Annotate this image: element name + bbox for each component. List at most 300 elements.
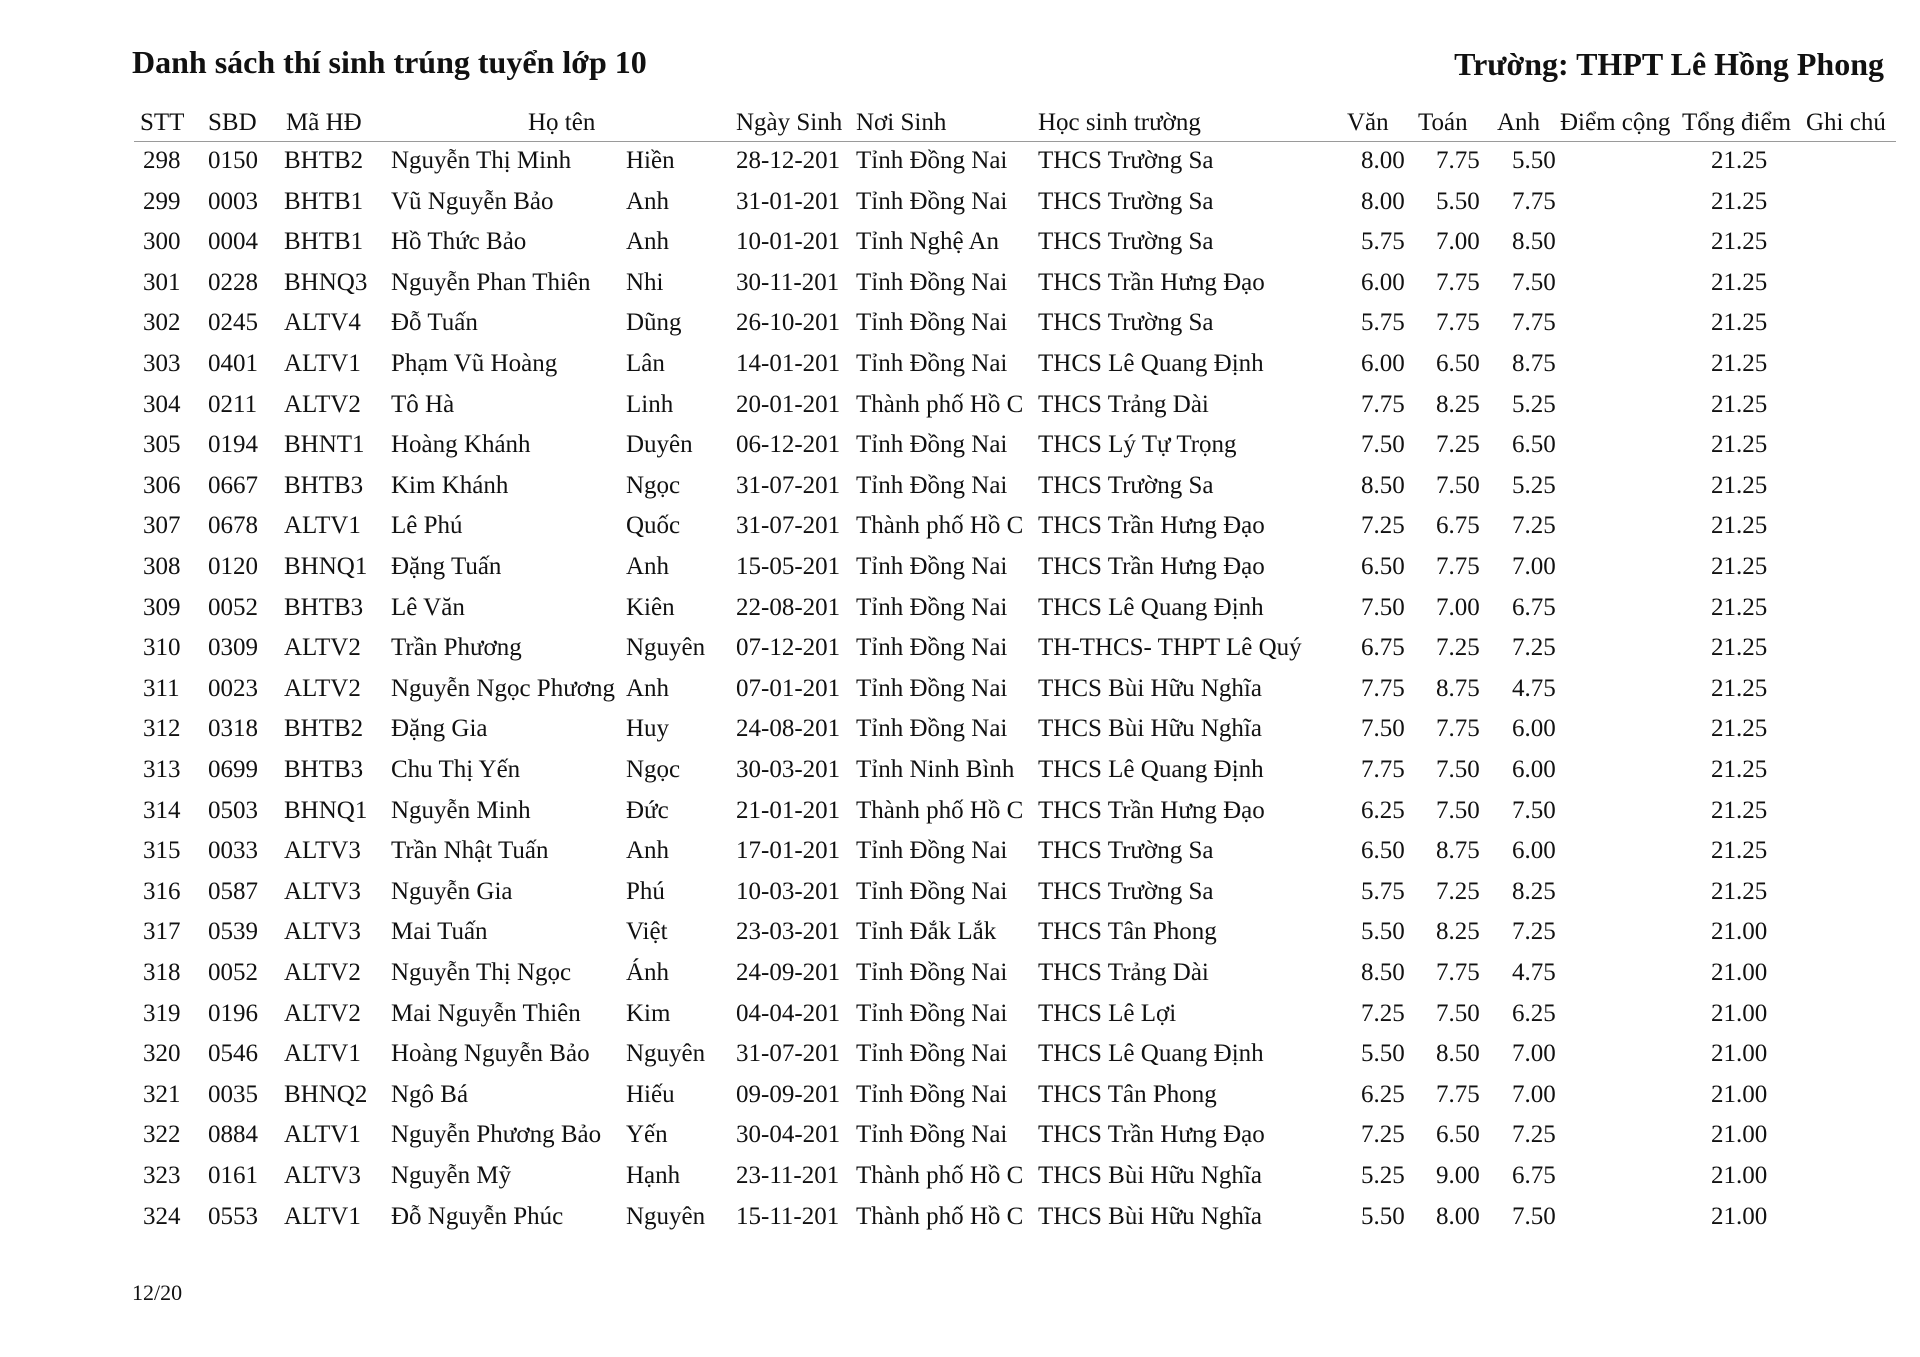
cell-anh: 6.25: [1512, 1000, 1556, 1027]
cell-ten: Nguyên: [626, 1203, 706, 1230]
cell-stt: 313: [143, 756, 181, 783]
cell-anh: 7.75: [1512, 188, 1556, 215]
cell-mahd: BHNQ1: [284, 553, 368, 580]
table-row: [0, 1202, 1920, 1243]
cell-van: 7.50: [1361, 594, 1405, 621]
table-row: [0, 227, 1920, 268]
cell-ngaysinh: 31-07-201: [736, 1040, 841, 1067]
cell-noisinh: Tỉnh Đồng Nai: [856, 837, 1008, 864]
cell-van: 7.75: [1361, 756, 1405, 783]
cell-sbd: 0120: [208, 553, 258, 580]
cell-tong: 21.00: [1711, 1162, 1768, 1189]
cell-van: 8.00: [1361, 147, 1405, 174]
cell-stt: 299: [143, 188, 181, 215]
cell-anh: 6.75: [1512, 594, 1556, 621]
cell-mahd: ALTV2: [284, 391, 361, 418]
cell-stt: 324: [143, 1203, 181, 1230]
cell-truong: THCS Lê Quang Định: [1038, 350, 1264, 377]
cell-noisinh: Tỉnh Đồng Nai: [856, 634, 1008, 661]
header-divider: [134, 141, 1896, 142]
cell-toan: 7.50: [1436, 472, 1480, 499]
cell-mahd: BHTB3: [284, 756, 364, 783]
cell-stt: 305: [143, 431, 181, 458]
cell-stt: 303: [143, 350, 181, 377]
cell-sbd: 0318: [208, 715, 258, 742]
col-ghichu: Ghi chú: [1806, 109, 1886, 136]
cell-truong: THCS Trần Hưng Đạo: [1038, 512, 1265, 539]
cell-ngaysinh: 21-01-201: [736, 797, 841, 824]
cell-ten: Anh: [626, 675, 670, 702]
cell-noisinh: Tỉnh Đồng Nai: [856, 715, 1008, 742]
cell-toan: 6.75: [1436, 512, 1480, 539]
cell-mahd: BHTB2: [284, 715, 364, 742]
col-toan: Toán: [1418, 109, 1468, 136]
cell-noisinh: Tỉnh Đồng Nai: [856, 309, 1008, 336]
cell-ho: Nguyễn Thị Minh: [391, 147, 572, 174]
cell-tong: 21.25: [1711, 837, 1768, 864]
cell-ho: Mai Tuấn: [391, 918, 488, 945]
cell-mahd: BHTB3: [284, 472, 364, 499]
cell-sbd: 0245: [208, 309, 258, 336]
cell-ten: Anh: [626, 837, 670, 864]
cell-sbd: 0035: [208, 1081, 258, 1108]
cell-tong: 21.25: [1711, 309, 1768, 336]
cell-van: 5.50: [1361, 1203, 1405, 1230]
cell-ho: Nguyễn Phương Bảo: [391, 1121, 602, 1148]
cell-ten: Nguyên: [626, 634, 706, 661]
cell-stt: 319: [143, 1000, 181, 1027]
cell-toan: 7.25: [1436, 431, 1480, 458]
cell-stt: 308: [143, 553, 181, 580]
cell-noisinh: Thành phố Hồ C: [856, 391, 1024, 418]
cell-ngaysinh: 31-01-201: [736, 188, 841, 215]
cell-ngaysinh: 20-01-201: [736, 391, 841, 418]
table-row: [0, 511, 1920, 552]
cell-toan: 7.75: [1436, 147, 1480, 174]
cell-mahd: ALTV3: [284, 878, 361, 905]
cell-toan: 7.75: [1436, 269, 1480, 296]
cell-tong: 21.25: [1711, 228, 1768, 255]
cell-sbd: 0503: [208, 797, 258, 824]
cell-toan: 8.00: [1436, 1203, 1480, 1230]
cell-van: 6.00: [1361, 350, 1405, 377]
cell-truong: THCS Trần Hưng Đạo: [1038, 553, 1265, 580]
cell-ngaysinh: 04-04-201: [736, 1000, 841, 1027]
cell-van: 6.75: [1361, 634, 1405, 661]
table-row: [0, 999, 1920, 1040]
cell-toan: 5.50: [1436, 188, 1480, 215]
cell-toan: 7.50: [1436, 1000, 1480, 1027]
cell-ten: Hiếu: [626, 1081, 675, 1108]
cell-sbd: 0678: [208, 512, 258, 539]
table-row: [0, 633, 1920, 674]
cell-anh: 7.25: [1512, 512, 1556, 539]
cell-tong: 21.25: [1711, 269, 1768, 296]
cell-sbd: 0401: [208, 350, 258, 377]
cell-ngaysinh: 07-12-201: [736, 634, 841, 661]
cell-toan: 7.75: [1436, 553, 1480, 580]
cell-toan: 7.25: [1436, 878, 1480, 905]
cell-stt: 318: [143, 959, 181, 986]
cell-mahd: ALTV1: [284, 1040, 361, 1067]
cell-truong: THCS Trảng Dài: [1038, 391, 1209, 418]
cell-ngaysinh: 30-11-201: [736, 269, 840, 296]
cell-van: 6.50: [1361, 553, 1405, 580]
cell-anh: 6.00: [1512, 715, 1556, 742]
cell-tong: 21.00: [1711, 1081, 1768, 1108]
cell-toan: 7.00: [1436, 594, 1480, 621]
cell-mahd: BHNT1: [284, 431, 365, 458]
cell-ho: Mai Nguyễn Thiên: [391, 1000, 581, 1027]
cell-toan: 8.50: [1436, 1040, 1480, 1067]
cell-ngaysinh: 26-10-201: [736, 309, 841, 336]
cell-anh: 7.25: [1512, 1121, 1556, 1148]
page-number: 12/20: [132, 1280, 183, 1305]
cell-ngaysinh: 15-05-201: [736, 553, 841, 580]
cell-ngaysinh: 24-08-201: [736, 715, 841, 742]
cell-ngaysinh: 31-07-201: [736, 512, 841, 539]
cell-anh: 7.50: [1512, 797, 1556, 824]
cell-ngaysinh: 30-04-201: [736, 1121, 841, 1148]
cell-ngaysinh: 23-11-201: [736, 1162, 840, 1189]
cell-ho: Đỗ Nguyễn Phúc: [391, 1203, 564, 1230]
cell-truong: THCS Bùi Hữu Nghĩa: [1038, 715, 1262, 742]
cell-anh: 6.00: [1512, 837, 1556, 864]
table-row: [0, 268, 1920, 309]
cell-ngaysinh: 15-11-201: [736, 1203, 840, 1230]
cell-mahd: BHNQ2: [284, 1081, 368, 1108]
cell-noisinh: Tỉnh Đồng Nai: [856, 1081, 1008, 1108]
col-stt: STT: [140, 109, 185, 136]
cell-anh: 6.75: [1512, 1162, 1556, 1189]
cell-ten: Kim: [626, 1000, 671, 1027]
cell-sbd: 0228: [208, 269, 258, 296]
cell-stt: 301: [143, 269, 181, 296]
cell-noisinh: Tỉnh Đồng Nai: [856, 431, 1008, 458]
table-row: [0, 308, 1920, 349]
cell-stt: 298: [143, 147, 181, 174]
col-hoten: Họ tên: [528, 109, 596, 136]
cell-stt: 304: [143, 391, 181, 418]
cell-ten: Phú: [626, 878, 665, 905]
cell-sbd: 0539: [208, 918, 258, 945]
cell-noisinh: Tỉnh Đồng Nai: [856, 1121, 1008, 1148]
cell-van: 7.50: [1361, 715, 1405, 742]
cell-tong: 21.25: [1711, 797, 1768, 824]
cell-mahd: BHNQ3: [284, 269, 368, 296]
cell-toan: 7.75: [1436, 959, 1480, 986]
col-sbd: SBD: [208, 109, 257, 136]
cell-van: 5.25: [1361, 1162, 1405, 1189]
cell-ngaysinh: 23-03-201: [736, 918, 841, 945]
cell-mahd: ALTV3: [284, 837, 361, 864]
cell-tong: 21.25: [1711, 594, 1768, 621]
cell-mahd: ALTV1: [284, 1203, 361, 1230]
cell-ngaysinh: 31-07-201: [736, 472, 841, 499]
cell-noisinh: Tỉnh Đồng Nai: [856, 878, 1008, 905]
table-row: [0, 552, 1920, 593]
cell-sbd: 0553: [208, 1203, 258, 1230]
table-row: [0, 1120, 1920, 1161]
cell-noisinh: Thành phố Hồ C: [856, 797, 1024, 824]
cell-ngaysinh: 06-12-201: [736, 431, 841, 458]
cell-stt: 309: [143, 594, 181, 621]
cell-noisinh: Tỉnh Đồng Nai: [856, 350, 1008, 377]
cell-ten: Huy: [626, 715, 670, 742]
cell-noisinh: Tỉnh Đồng Nai: [856, 1040, 1008, 1067]
cell-toan: 8.75: [1436, 837, 1480, 864]
cell-noisinh: Tỉnh Đồng Nai: [856, 594, 1008, 621]
cell-mahd: BHTB2: [284, 147, 364, 174]
cell-mahd: ALTV3: [284, 1162, 361, 1189]
cell-tong: 21.25: [1711, 756, 1768, 783]
cell-truong: THCS Lê Lợi: [1038, 1000, 1177, 1027]
page-title: Danh sách thí sinh trúng tuyển lớp 10: [132, 44, 647, 80]
cell-ngaysinh: 24-09-201: [736, 959, 841, 986]
cell-ho: Đỗ Tuấn: [391, 309, 478, 336]
cell-noisinh: Tỉnh Đắk Lắk: [856, 918, 997, 945]
cell-van: 5.50: [1361, 918, 1405, 945]
cell-ten: Nguyên: [626, 1040, 706, 1067]
cell-anh: 7.50: [1512, 269, 1556, 296]
col-ngaysinh: Ngày Sinh: [736, 109, 843, 136]
cell-noisinh: Tỉnh Đồng Nai: [856, 472, 1008, 499]
cell-anh: 8.75: [1512, 350, 1556, 377]
cell-ngaysinh: 17-01-201: [736, 837, 841, 864]
cell-ten: Dũng: [626, 309, 682, 336]
cell-anh: 7.25: [1512, 918, 1556, 945]
cell-anh: 5.25: [1512, 391, 1556, 418]
cell-mahd: ALTV2: [284, 959, 361, 986]
cell-truong: THCS Trường Sa: [1038, 147, 1214, 174]
cell-van: 7.75: [1361, 675, 1405, 702]
cell-sbd: 0196: [208, 1000, 258, 1027]
cell-van: 7.25: [1361, 512, 1405, 539]
cell-sbd: 0884: [208, 1121, 258, 1148]
cell-tong: 21.25: [1711, 147, 1768, 174]
cell-truong: THCS Trường Sa: [1038, 309, 1214, 336]
cell-ho: Lê Phú: [391, 512, 463, 539]
cell-stt: 320: [143, 1040, 181, 1067]
cell-toan: 6.50: [1436, 1121, 1480, 1148]
cell-tong: 21.25: [1711, 634, 1768, 661]
cell-ten: Đức: [626, 797, 669, 824]
cell-toan: 7.50: [1436, 797, 1480, 824]
cell-truong: TH-THCS- THPT Lê Quý: [1038, 634, 1302, 661]
table-row: [0, 1161, 1920, 1202]
cell-truong: THCS Lê Quang Định: [1038, 756, 1264, 783]
cell-ten: Linh: [626, 391, 674, 418]
cell-ho: Đặng Tuấn: [391, 553, 502, 580]
cell-anh: 7.00: [1512, 1081, 1556, 1108]
cell-van: 6.25: [1361, 797, 1405, 824]
cell-ngaysinh: 09-09-201: [736, 1081, 841, 1108]
cell-ten: Việt: [626, 918, 668, 945]
cell-ho: Chu Thị Yến: [391, 756, 521, 783]
cell-mahd: ALTV3: [284, 918, 361, 945]
cell-anh: 7.25: [1512, 634, 1556, 661]
cell-sbd: 0150: [208, 147, 258, 174]
cell-sbd: 0587: [208, 878, 258, 905]
cell-toan: 7.75: [1436, 715, 1480, 742]
cell-tong: 21.25: [1711, 675, 1768, 702]
cell-noisinh: Tỉnh Đồng Nai: [856, 1000, 1008, 1027]
cell-anh: 7.50: [1512, 1203, 1556, 1230]
cell-truong: THCS Trường Sa: [1038, 188, 1214, 215]
cell-truong: THCS Bùi Hữu Nghĩa: [1038, 1203, 1262, 1230]
cell-stt: 316: [143, 878, 181, 905]
cell-truong: THCS Tân Phong: [1038, 918, 1217, 945]
cell-truong: THCS Bùi Hữu Nghĩa: [1038, 675, 1262, 702]
table-row: [0, 674, 1920, 715]
cell-ho: Nguyễn Ngọc Phương: [391, 675, 615, 702]
cell-ho: Trần Nhật Tuấn: [391, 837, 549, 864]
cell-tong: 21.00: [1711, 1000, 1768, 1027]
col-diemcong: Điểm cộng: [1560, 109, 1671, 136]
cell-van: 8.50: [1361, 472, 1405, 499]
cell-noisinh: Tỉnh Đồng Nai: [856, 675, 1008, 702]
cell-toan: 7.25: [1436, 634, 1480, 661]
cell-ten: Anh: [626, 553, 670, 580]
col-tongdiem: Tổng điểm: [1682, 109, 1792, 136]
cell-van: 7.25: [1361, 1121, 1405, 1148]
cell-van: 7.75: [1361, 391, 1405, 418]
table-row: [0, 836, 1920, 877]
cell-sbd: 0033: [208, 837, 258, 864]
cell-tong: 21.00: [1711, 1203, 1768, 1230]
cell-tong: 21.25: [1711, 512, 1768, 539]
cell-van: 5.50: [1361, 1040, 1405, 1067]
cell-stt: 306: [143, 472, 181, 499]
table-row: [0, 146, 1920, 187]
cell-noisinh: Tỉnh Đồng Nai: [856, 959, 1008, 986]
cell-tong: 21.00: [1711, 959, 1768, 986]
cell-anh: 7.00: [1512, 1040, 1556, 1067]
cell-van: 6.50: [1361, 837, 1405, 864]
table-row: [0, 1039, 1920, 1080]
cell-tong: 21.25: [1711, 553, 1768, 580]
cell-ho: Vũ Nguyễn Bảo: [391, 188, 554, 215]
cell-stt: 314: [143, 797, 181, 824]
cell-anh: 6.50: [1512, 431, 1556, 458]
cell-ho: Nguyễn Thị Ngọc: [391, 959, 572, 986]
cell-truong: THCS Trường Sa: [1038, 837, 1214, 864]
cell-tong: 21.25: [1711, 472, 1768, 499]
cell-stt: 323: [143, 1162, 181, 1189]
cell-anh: 7.00: [1512, 553, 1556, 580]
cell-ngaysinh: 07-01-201: [736, 675, 841, 702]
table-row: [0, 796, 1920, 837]
cell-ho: Trần Phương: [391, 634, 522, 661]
cell-ho: Nguyễn Minh: [391, 797, 531, 824]
cell-ho: Ngô Bá: [391, 1081, 469, 1108]
table-row: [0, 1080, 1920, 1121]
cell-sbd: 0004: [208, 228, 258, 255]
cell-noisinh: Tỉnh Đồng Nai: [856, 553, 1008, 580]
cell-ho: Kim Khánh: [391, 472, 509, 499]
cell-sbd: 0309: [208, 634, 258, 661]
cell-mahd: ALTV2: [284, 634, 361, 661]
cell-truong: THCS Trần Hưng Đạo: [1038, 1121, 1265, 1148]
cell-tong: 21.00: [1711, 1040, 1768, 1067]
cell-anh: 5.50: [1512, 147, 1556, 174]
cell-ho: Hồ Thức Bảo: [391, 228, 527, 255]
cell-anh: 6.00: [1512, 756, 1556, 783]
cell-ngaysinh: 30-03-201: [736, 756, 841, 783]
table-row: [0, 471, 1920, 512]
cell-mahd: ALTV1: [284, 1121, 361, 1148]
cell-sbd: 0667: [208, 472, 258, 499]
school-name: Trường: THPT Lê Hồng Phong: [1454, 46, 1884, 82]
cell-tong: 21.00: [1711, 918, 1768, 945]
cell-noisinh: Tỉnh Ninh Bình: [856, 756, 1015, 783]
table-row: [0, 714, 1920, 755]
cell-mahd: ALTV2: [284, 675, 361, 702]
cell-ten: Ngọc: [626, 472, 681, 499]
cell-ten: Nhi: [626, 269, 664, 296]
cell-toan: 8.25: [1436, 918, 1480, 945]
cell-van: 7.25: [1361, 1000, 1405, 1027]
cell-anh: 7.75: [1512, 309, 1556, 336]
cell-ho: Hoàng Khánh: [391, 431, 531, 458]
table-row: [0, 593, 1920, 634]
cell-toan: 8.25: [1436, 391, 1480, 418]
cell-mahd: ALTV4: [284, 309, 361, 336]
cell-ho: Hoàng Nguyễn Bảo: [391, 1040, 590, 1067]
cell-ho: Nguyễn Gia: [391, 878, 513, 905]
cell-noisinh: Tỉnh Nghệ An: [856, 228, 1000, 255]
cell-van: 6.25: [1361, 1081, 1405, 1108]
cell-toan: 7.50: [1436, 756, 1480, 783]
cell-anh: 8.50: [1512, 228, 1556, 255]
cell-anh: 8.25: [1512, 878, 1556, 905]
cell-truong: THCS Tân Phong: [1038, 1081, 1217, 1108]
table-row: [0, 390, 1920, 431]
cell-sbd: 0194: [208, 431, 258, 458]
cell-noisinh: Thành phố Hồ C: [856, 1203, 1024, 1230]
cell-van: 7.50: [1361, 431, 1405, 458]
table-row: [0, 958, 1920, 999]
cell-ho: Tô Hà: [391, 391, 455, 418]
cell-toan: 9.00: [1436, 1162, 1480, 1189]
cell-truong: THCS Trảng Dài: [1038, 959, 1209, 986]
table-row: [0, 430, 1920, 471]
cell-ngaysinh: 10-03-201: [736, 878, 841, 905]
cell-truong: THCS Lý Tự Trọng: [1038, 431, 1237, 458]
table-row: [0, 877, 1920, 918]
cell-stt: 321: [143, 1081, 181, 1108]
cell-stt: 322: [143, 1121, 181, 1148]
cell-truong: THCS Trần Hưng Đạo: [1038, 269, 1265, 296]
cell-ho: Nguyễn Mỹ: [391, 1162, 512, 1189]
cell-noisinh: Thành phố Hồ C: [856, 1162, 1024, 1189]
cell-sbd: 0023: [208, 675, 258, 702]
cell-ten: Anh: [626, 188, 670, 215]
cell-toan: 6.50: [1436, 350, 1480, 377]
cell-tong: 21.25: [1711, 715, 1768, 742]
table-row: [0, 187, 1920, 228]
cell-tong: 21.00: [1711, 1121, 1768, 1148]
cell-ten: Yến: [626, 1121, 668, 1148]
col-anh: Anh: [1497, 109, 1541, 136]
cell-ngaysinh: 28-12-201: [736, 147, 841, 174]
cell-sbd: 0211: [208, 391, 258, 418]
col-noisinh: Nơi Sinh: [856, 109, 947, 136]
cell-ten: Hiền: [626, 147, 675, 174]
cell-mahd: ALTV1: [284, 512, 361, 539]
cell-truong: THCS Trường Sa: [1038, 228, 1214, 255]
cell-sbd: 0546: [208, 1040, 258, 1067]
